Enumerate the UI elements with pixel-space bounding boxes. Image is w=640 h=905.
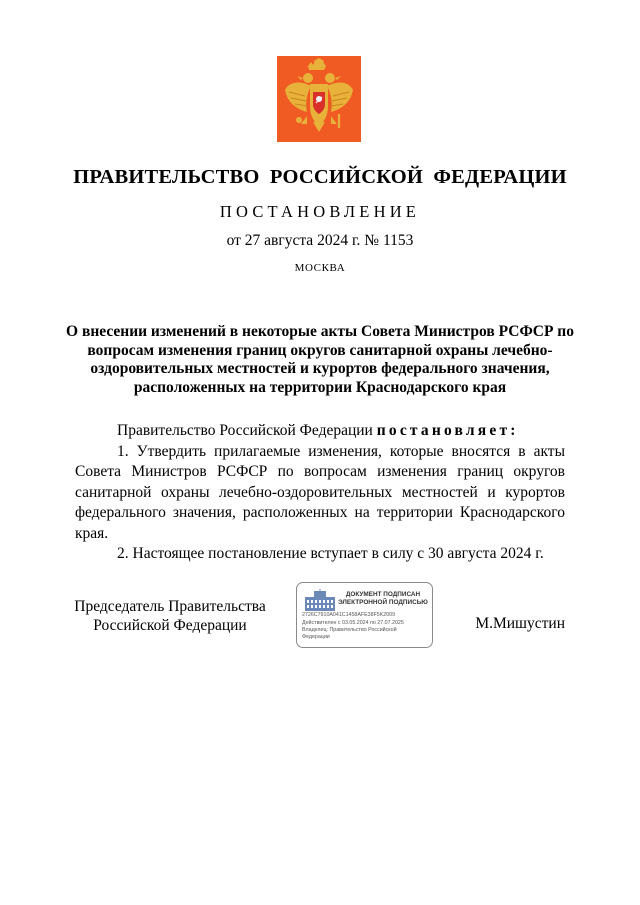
- coat-of-arms-icon: [277, 56, 361, 142]
- electronic-signature-stamp: [296, 582, 433, 648]
- signatory-position: [70, 597, 270, 635]
- item-2: 2. Настоящее постановление вступает в силу с 30 августа 2024 г.: [117, 545, 544, 562]
- stamp-owner-line2: Федерации: [302, 634, 330, 640]
- document-body: [75, 421, 565, 565]
- signatory-name: М.Мишустин: [475, 615, 565, 632]
- signatory-position-line2: Российской Федерации: [93, 617, 247, 634]
- item-1: 1. Утвердить прилагаемые изменения, которые вносятся в акты Совета Министров РСФСР по вопросам изменения границ округов санитарной охраны лечебно-оздоровительных местностей и курортов федерального значения, расположенных на территории Краснодарского края.: [75, 442, 565, 542]
- preamble-text: Правительство Российской Федерации: [117, 422, 373, 439]
- document-type: ПОСТАНОВЛЕНИЕ: [219, 202, 421, 221]
- stamp-certificate: 2726C7910A041C1458AFE38F5K2009: [302, 612, 396, 618]
- document-date-number: от 27 августа 2024 г. № 1153: [226, 232, 414, 249]
- preamble-verb: постановляет:: [376, 422, 519, 439]
- government-title: ПРАВИТЕЛЬСТВО РОССИЙСКОЙ ФЕДЕРАЦИИ: [73, 166, 567, 188]
- signatory-position-line1: Председатель Правительства: [74, 598, 266, 615]
- stamp-header: [337, 591, 429, 607]
- stamp-validity: Действителен с 03.05.2024 по 27.07.2025: [302, 620, 404, 626]
- government-building-icon: [305, 589, 335, 611]
- stamp-title-line1: ДОКУМЕНТ ПОДПИСАН: [345, 591, 421, 598]
- document-city: МОСКВА: [294, 262, 346, 274]
- preamble: [75, 421, 565, 442]
- stamp-title-line2: ЭЛЕКТРОННОЙ ПОДПИСЬЮ: [338, 599, 428, 606]
- document-subject: О внесении изменений в некоторые акты Совета Министров РСФСР по вопросам изменения границ округов санитарной охраны лечебно-оздоровительных местностей и курортов федерального значения, расположенных на территории Краснодарского края: [66, 323, 574, 396]
- stamp-owner-line1: Владелец: Правительство Российской: [302, 627, 397, 633]
